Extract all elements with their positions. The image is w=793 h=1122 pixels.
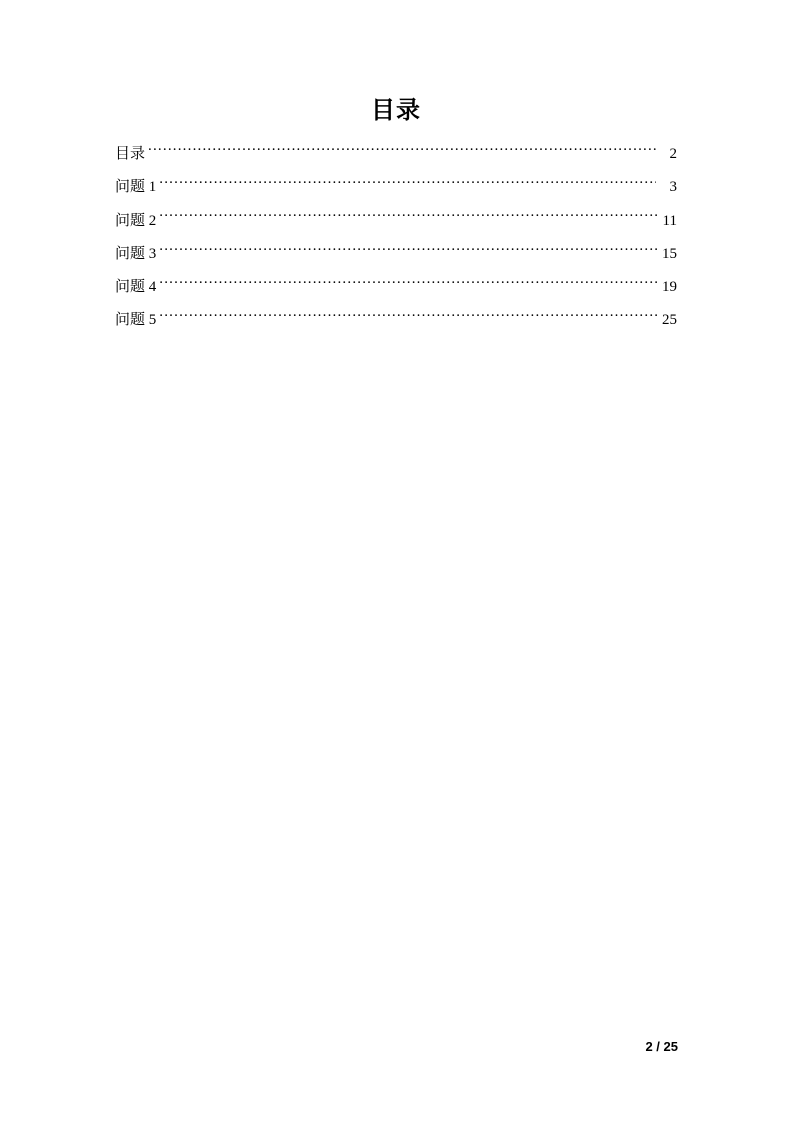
- toc-leader-dots: [159, 309, 657, 324]
- toc-entry-label: 问题 5: [115, 312, 157, 329]
- toc-leader-dots: [148, 143, 657, 158]
- toc-entry[interactable]: [115, 176, 677, 199]
- page-content: [115, 0, 677, 343]
- toc-entry-page: 11: [662, 212, 677, 229]
- toc-entry[interactable]: [115, 243, 677, 266]
- toc-entry-page: 19: [662, 279, 677, 295]
- toc-entry-label: 问题 1: [115, 179, 157, 196]
- toc-entry-page: 15: [662, 245, 677, 262]
- toc-entry[interactable]: [115, 143, 677, 166]
- toc-entry[interactable]: [115, 276, 677, 299]
- toc-entry-label: 目录: [115, 146, 146, 162]
- toc-entry-label: 问题 4: [115, 279, 157, 295]
- table-of-contents: [115, 143, 677, 333]
- toc-entry-page: 25: [662, 312, 677, 329]
- toc-entry[interactable]: [115, 210, 677, 233]
- page-title: 目录: [371, 97, 421, 124]
- page-footer-number: 2 / 25: [645, 1039, 678, 1054]
- toc-entry[interactable]: [115, 309, 677, 332]
- toc-entry-page: 3: [669, 179, 677, 196]
- toc-entry-label: 问题 3: [115, 245, 157, 262]
- toc-entry-label: 问题 2: [115, 212, 157, 229]
- toc-leader-dots: [159, 276, 657, 291]
- toc-entry-page: 2: [669, 146, 677, 162]
- toc-leader-dots: [159, 176, 656, 191]
- toc-leader-dots: [159, 210, 657, 225]
- toc-leader-dots: [159, 243, 657, 258]
